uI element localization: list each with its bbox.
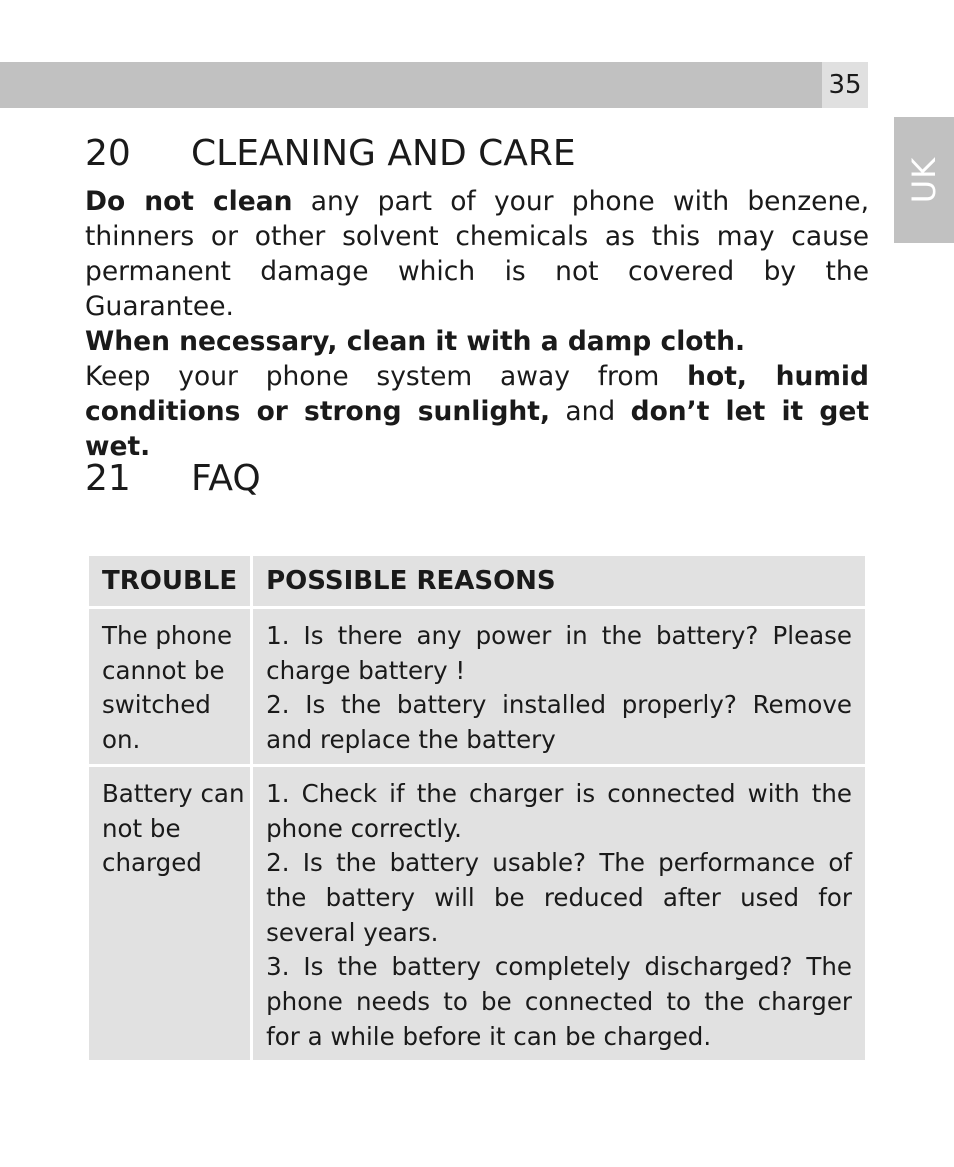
reason-item: 1. Is there any power in the battery? Please charge battery ! xyxy=(266,621,852,685)
column-header-trouble: TROUBLE xyxy=(89,556,250,606)
section-title: FAQ xyxy=(191,458,261,499)
reason-item: 2. Is the battery installed properly? Remove and replace the battery xyxy=(266,690,852,755)
cleaning-body xyxy=(85,184,869,464)
paragraph-text: Keep your phone system away from xyxy=(85,361,688,392)
header-bar xyxy=(0,62,822,108)
bold-phrase: When necessary, clean it with a damp cloth. xyxy=(85,326,746,357)
reason-item: 2. Is the battery usable? The performance of the battery will be reduced after used for several years. xyxy=(266,848,852,947)
page-number: 35 xyxy=(822,62,868,108)
section-title: CLEANING AND CARE xyxy=(191,133,576,174)
section-heading-cleaning xyxy=(85,132,576,176)
section-number: 21 xyxy=(85,458,131,499)
cleaning-paragraph-2 xyxy=(85,324,869,359)
reason-item: 1. Check if the charger is connected with the phone correctly. xyxy=(266,778,852,843)
faq-table xyxy=(86,553,868,1063)
language-tab xyxy=(894,117,954,243)
table-row xyxy=(89,767,865,1061)
bold-phrase: hot, humid conditions or strong sunlight, xyxy=(85,361,869,427)
paragraph-text: and xyxy=(550,396,631,427)
reason-item: 3. Is the battery completely discharged? The phone needs to be connected to the charger for a while before it can be charged. xyxy=(266,952,852,1051)
language-tab-label: UK xyxy=(905,156,943,204)
cleaning-paragraph-1 xyxy=(85,184,869,324)
paragraph-text: any part of your phone with benzene, thinners or other solvent chemicals as this may cause permanent damage which is not covered by the Guarantee. xyxy=(85,186,869,322)
table-row xyxy=(89,609,865,764)
table-header-row xyxy=(89,556,865,606)
trouble-cell: The phone cannot be switched on. xyxy=(89,609,250,764)
reasons-cell xyxy=(253,609,865,764)
bold-phrase: Do not clean xyxy=(85,186,293,217)
trouble-cell: Battery can not be charged xyxy=(89,767,250,1061)
cleaning-paragraph-3 xyxy=(85,359,869,464)
section-number: 20 xyxy=(85,133,131,174)
section-heading-faq xyxy=(85,457,261,501)
reasons-cell xyxy=(253,767,865,1061)
column-header-reasons: POSSIBLE REASONS xyxy=(253,556,865,606)
bold-phrase: don’t let it get wet. xyxy=(85,396,869,462)
